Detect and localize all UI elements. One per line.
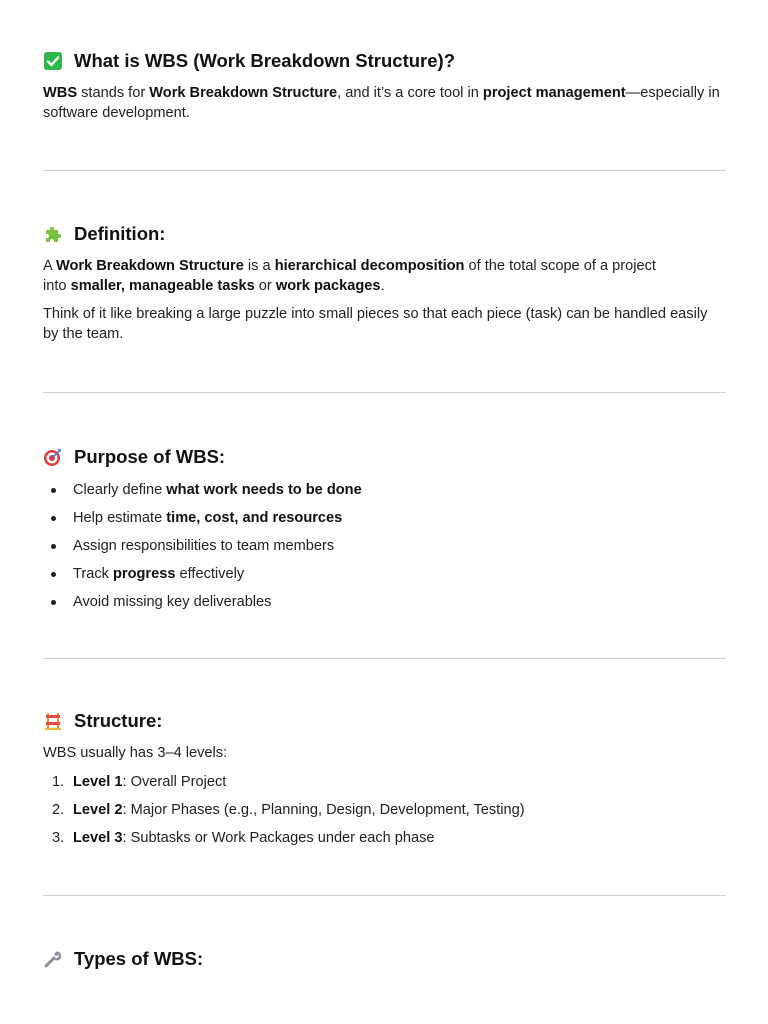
- bold-term: progress: [113, 566, 176, 582]
- text-run: effectively: [175, 566, 245, 582]
- section-purpose: [43, 445, 726, 620]
- wbs-intro-paragraph: [43, 83, 726, 123]
- text-run: Clearly define: [73, 482, 167, 498]
- check-mark-icon: [43, 51, 63, 71]
- heading-text: What is WBS (Work Breakdown Structure)?: [74, 50, 455, 71]
- levels-intro: WBS usually has 3–4 levels:: [43, 745, 228, 761]
- text-run: , and it’s a core tool in: [337, 85, 483, 101]
- levels-list: [43, 772, 726, 856]
- bold-term: smaller, manageable tasks: [70, 278, 255, 294]
- text-run: of the total scope of a project: [464, 258, 656, 274]
- analogy-paragraph: Think of it like breaking a large puzzle into small pieces so that each piece (task) can be handled easily by the team.: [43, 306, 708, 342]
- heading-structure: [43, 709, 726, 733]
- section-types: [43, 947, 726, 971]
- divider: [43, 895, 726, 896]
- list-number: 2.: [52, 802, 65, 818]
- list-number: 1.: [52, 774, 65, 790]
- construction-icon: [43, 711, 63, 731]
- heading-types: [43, 947, 726, 971]
- bold-wbs: WBS: [43, 85, 78, 101]
- text-run: .: [380, 278, 385, 294]
- heading-text: Definition:: [74, 223, 166, 244]
- text-run: Assign responsibilities to team members: [73, 538, 335, 554]
- heading-text: Purpose of WBS:: [74, 446, 226, 467]
- section-structure: [43, 709, 726, 856]
- puzzle-piece-icon: [43, 224, 63, 244]
- heading-purpose: [43, 445, 726, 469]
- list-item: [43, 592, 726, 620]
- bold-term: hierarchical decomposition: [274, 258, 465, 274]
- bold-term: Work Breakdown Structure: [149, 85, 338, 101]
- bold-term: Level 3: [73, 830, 123, 846]
- bold-term: project management: [482, 85, 626, 101]
- list-item: [43, 480, 726, 508]
- heading-definition: [43, 222, 726, 246]
- heading-text: Structure:: [74, 710, 163, 731]
- list-item: [43, 564, 726, 592]
- divider: [43, 170, 726, 171]
- target-icon: [43, 447, 63, 467]
- bold-term: time, cost, and resources: [166, 510, 343, 526]
- text-run: Help estimate: [73, 510, 167, 526]
- bold-term: Work Breakdown Structure: [55, 258, 244, 274]
- text-run: is a: [243, 258, 275, 274]
- definition-paragraph: [43, 256, 726, 296]
- bold-term: Level 2: [73, 802, 123, 818]
- text-run: : Subtasks or Work Packages under each phase: [122, 830, 435, 846]
- heading-text: Types of WBS:: [74, 948, 204, 969]
- divider: [43, 392, 726, 393]
- list-item: [43, 536, 726, 564]
- text-run: Track: [73, 566, 113, 582]
- text-run: —especially in software development.: [43, 85, 720, 121]
- section-definition: [43, 222, 726, 344]
- text-run: : Major Phases (e.g., Planning, Design, Development, Testing): [122, 802, 525, 818]
- heading-what-is-wbs: [43, 49, 726, 73]
- text-run: into: [43, 278, 71, 294]
- section-what-is-wbs: [43, 49, 726, 123]
- divider: [43, 658, 726, 659]
- text-run: or: [254, 278, 276, 294]
- text-run: A: [43, 258, 56, 274]
- bold-term: Level 1: [73, 774, 123, 790]
- list-item: [43, 508, 726, 536]
- text-run: stands for: [77, 85, 150, 101]
- text-run: : Overall Project: [122, 774, 227, 790]
- list-item: [43, 828, 726, 856]
- list-item: [43, 772, 726, 800]
- purpose-list: [43, 480, 726, 620]
- text-run: Avoid missing key deliverables: [73, 594, 272, 610]
- wrench-icon: [43, 949, 63, 969]
- bold-term: work packages: [275, 278, 381, 294]
- list-number: 3.: [52, 830, 65, 846]
- bold-term: what work needs to be done: [166, 482, 362, 498]
- list-item: [43, 800, 726, 828]
